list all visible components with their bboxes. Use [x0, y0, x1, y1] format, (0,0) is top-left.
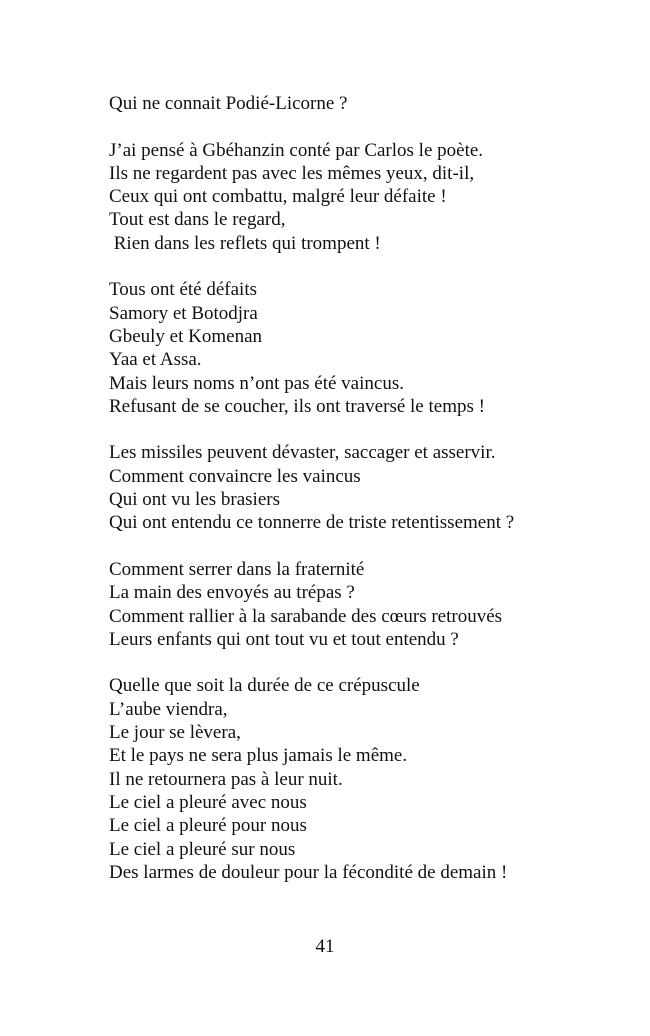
poem-line: Qui ont vu les brasiers	[109, 489, 280, 511]
poem-line: Gbeuly et Komenan	[109, 325, 263, 347]
poem-line: Refusant de se coucher, ils ont traversé le temps !	[109, 395, 485, 417]
poem-line: Mais leurs noms n’ont pas été vaincus.	[109, 372, 404, 394]
poem-line: Yaa et Assa.	[109, 349, 202, 371]
poem-line: Des larmes de douleur pour la fécondité de demain !	[109, 861, 508, 883]
stanza-3	[109, 278, 589, 418]
poem-line: Rien dans les reflets qui trompent !	[109, 232, 381, 254]
poem-line: L’aube viendra,	[109, 698, 228, 720]
poem-line: Comment serrer dans la fraternité	[109, 558, 365, 580]
poem-line: Quelle que soit la durée de ce crépuscule	[109, 675, 420, 697]
poem-line: Leurs enfants qui ont tout vu et tout entendu ?	[109, 628, 459, 650]
stanza-1	[109, 92, 589, 115]
poem-line: Le ciel a pleuré avec nous	[109, 791, 307, 813]
poem-line: Qui ne connait Podié-Licorne ?	[109, 93, 348, 114]
poem-line: Qui ont entendu ce tonnerre de triste retentissement ?	[109, 512, 515, 534]
poem-line: Tout est dans le regard,	[109, 209, 286, 231]
poem-line: Comment rallier à la sarabande des cœurs retrouvés	[109, 605, 503, 627]
poem-line: La main des envoyés au trépas ?	[109, 582, 355, 604]
poem-line: Ils ne regardent pas avec les mêmes yeux, dit-il,	[109, 162, 475, 184]
stanza-6	[109, 674, 589, 884]
poem-page	[109, 92, 589, 907]
stanza-2	[109, 139, 589, 255]
poem-line: J’ai pensé à Gbéhanzin conté par Carlos le poète.	[109, 139, 484, 161]
poem-line: Le ciel a pleuré pour nous	[109, 815, 307, 837]
stanza-4	[109, 441, 589, 534]
stanza-5	[109, 558, 589, 651]
poem-line: Ceux qui ont combattu, malgré leur défaite !	[109, 186, 447, 208]
poem-line: Les missiles peuvent dévaster, saccager et asservir.	[109, 442, 496, 464]
poem-line: Il ne retournera pas à leur nuit.	[109, 768, 343, 790]
poem-line: Comment convaincre les vaincus	[109, 465, 361, 487]
poem-line: Samory et Botodjra	[109, 302, 258, 324]
poem-line: Le ciel a pleuré sur nous	[109, 838, 296, 860]
poem-line: Et le pays ne sera plus jamais le même.	[109, 745, 408, 767]
poem-line: Le jour se lèvera,	[109, 722, 241, 744]
page-number: 41	[315, 936, 335, 957]
poem-line: Tous ont été défaits	[109, 279, 257, 301]
